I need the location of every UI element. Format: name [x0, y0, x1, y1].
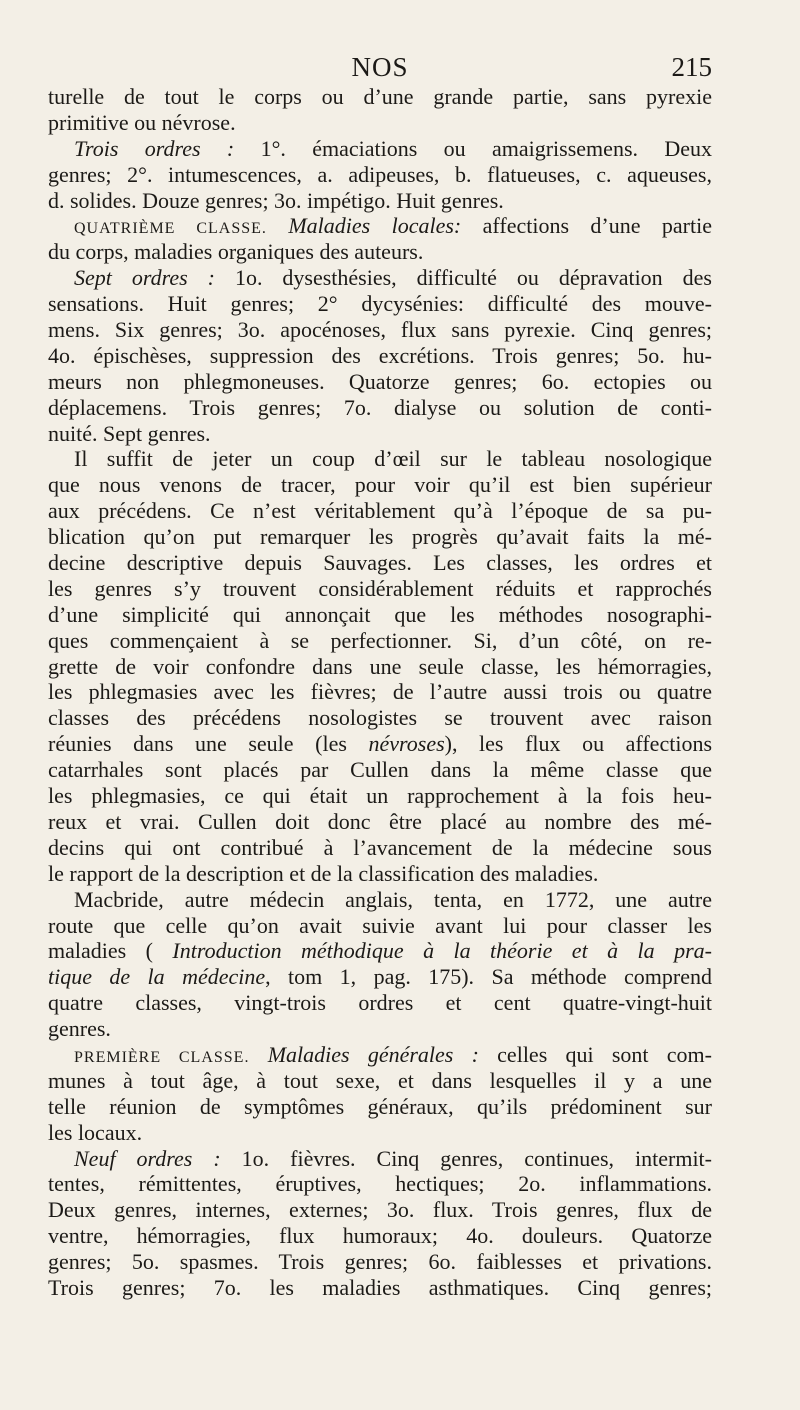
text-line: blication qu’on put remarquer les progrès qu’avait faits la mé-	[48, 524, 712, 550]
text-line: aux précédens. Ce n’est véritablement qu’à l’époque de sa pu-	[48, 498, 712, 524]
text-line: decine descriptive depuis Sauvages. Les classes, les ordres et	[48, 550, 712, 576]
text-line: primitive ou névrose.	[48, 109, 236, 135]
italic-text: Sept ordres :	[74, 265, 215, 291]
italic-text: Maladies locales:	[288, 213, 462, 239]
class-heading: QUATRIÈME CLASSE.	[74, 220, 267, 238]
italic-text: Trois ordres :	[74, 135, 235, 161]
text-line: Sept ordres : 1o. dysesthésies, difficulté ou dépravation des	[74, 265, 712, 291]
text-line: ventre, hémorragies, flux humoraux; 4o. douleurs. Quatorze	[48, 1223, 712, 1249]
text-line: turelle de tout le corps ou d’une grande partie, sans pyrexie	[48, 84, 712, 109]
text-line: mens. Six genres; 3o. apocénoses, flux sans pyrexie. Cinq genres;	[48, 317, 712, 343]
text-line: tique de la médecine, tom 1, pag. 175). Sa méthode comprend	[48, 964, 712, 990]
text-line: route que celle qu’on avait suivie avant lui pour classer les	[48, 912, 712, 938]
text-line: reux et vrai. Cullen doit donc être placé au nombre des mé-	[48, 808, 712, 834]
running-head	[48, 52, 712, 86]
text-line: les genres s’y trouvent considérablement réduits et rapprochés	[48, 575, 712, 601]
page-number: 215	[671, 52, 712, 82]
text-line: que nous venons de tracer, pour voir qu’il est bien supérieur	[48, 472, 712, 498]
text-line: Deux genres, internes, externes; 3o. flux. Trois genres, flux de	[48, 1197, 712, 1223]
class-heading: PREMIÈRE CLASSE.	[74, 1048, 250, 1066]
text-line: d. solides. Douze genres; 3o. impétigo. Huit genres.	[48, 187, 504, 213]
text-line: Neuf ordres : 1o. fièvres. Cinq genres, continues, intermit-	[74, 1145, 712, 1171]
italic-text: tique de la médecine	[48, 964, 266, 990]
text-line: du corps, maladies organiques des auteurs.	[48, 239, 424, 265]
text-line: catarrhales sont placés par Cullen dans la même classe que	[48, 757, 712, 783]
text-line: ques commençaient à se perfectionner. Si, d’un côté, on re-	[48, 627, 712, 653]
text-line: genres; 2°. intumescences, a. adipeuses, b. flatueuses, c. aqueuses,	[48, 161, 712, 187]
body-text	[48, 84, 712, 1301]
text-line: genres; 5o. spasmes. Trois genres; 6o. faiblesses et privations.	[48, 1249, 712, 1275]
text-line: PREMIÈRE CLASSE. Maladies générales : celles qui sont com-	[74, 1041, 712, 1067]
text-line: Macbride, autre médecin anglais, tenta, en 1772, une autre	[74, 886, 712, 912]
text-line: déplacemens. Trois genres; 7o. dialyse ou solution de conti-	[48, 394, 712, 420]
text-line: munes à tout âge, à tout sexe, et dans lesquelles il y a une	[48, 1067, 712, 1093]
text-line: les locaux.	[48, 1119, 143, 1145]
text-line: tentes, rémittentes, éruptives, hectiques; 2o. inflammations.	[48, 1171, 712, 1197]
text-line: grette de voir confondre dans une seule classe, les hémorragies,	[48, 653, 712, 679]
text-line: réunies dans une seule (les névroses), les flux ou affections	[48, 731, 712, 757]
text-line: nuité. Sept genres.	[48, 420, 211, 446]
text-line: le rapport de la description et de la classification des maladies.	[48, 860, 599, 886]
text-line: QUATRIÈME CLASSE. Maladies locales: affections d’une partie	[74, 213, 712, 239]
text-line: meurs non phlegmoneuses. Quatorze genres; 6o. ectopies ou	[48, 368, 712, 394]
text-line: classes des précédens nosologistes se trouvent avec raison	[48, 705, 712, 731]
italic-text: Introduction méthodique à la théorie et à la pra-	[172, 938, 712, 964]
text-line: sensations. Huit genres; 2° dycysénies: difficulté des mouve-	[48, 291, 712, 317]
text-line: genres.	[48, 1016, 111, 1042]
text-line: quatre classes, vingt-trois ordres et cent quatre-vingt-huit	[48, 990, 712, 1016]
text-line: les phlegmasies, ce qui était un rapprochement à la fois heu-	[48, 783, 712, 809]
italic-text: Neuf ordres :	[74, 1145, 221, 1171]
text-line: maladies ( Introduction méthodique à la théorie et à la pra-	[48, 938, 712, 964]
text-line: Il suffit de jeter un coup d’œil sur le tableau nosologique	[74, 446, 712, 472]
text-line: d’une simplicité qui annonçait que les méthodes nosographi-	[48, 601, 712, 627]
italic-text: Maladies générales :	[267, 1041, 479, 1067]
text-line: Trois ordres : 1°. émaciations ou amaigrissemens. Deux	[74, 135, 712, 161]
text-line: decins qui ont contribué à l’avancement de la médecine sous	[48, 834, 712, 860]
running-head-title: NOS	[351, 52, 409, 82]
text-line: les phlegmasies avec les fièvres; de l’autre aussi trois ou quatre	[48, 679, 712, 705]
text-line: 4o. épischèses, suppression des excrétions. Trois genres; 5o. hu-	[48, 342, 712, 368]
text-line: Trois genres; 7o. les maladies asthmatiques. Cinq genres;	[48, 1274, 712, 1300]
italic-text: névroses	[368, 731, 445, 757]
text-line: telle réunion de symptômes généraux, qu’ils prédominent sur	[48, 1093, 712, 1119]
